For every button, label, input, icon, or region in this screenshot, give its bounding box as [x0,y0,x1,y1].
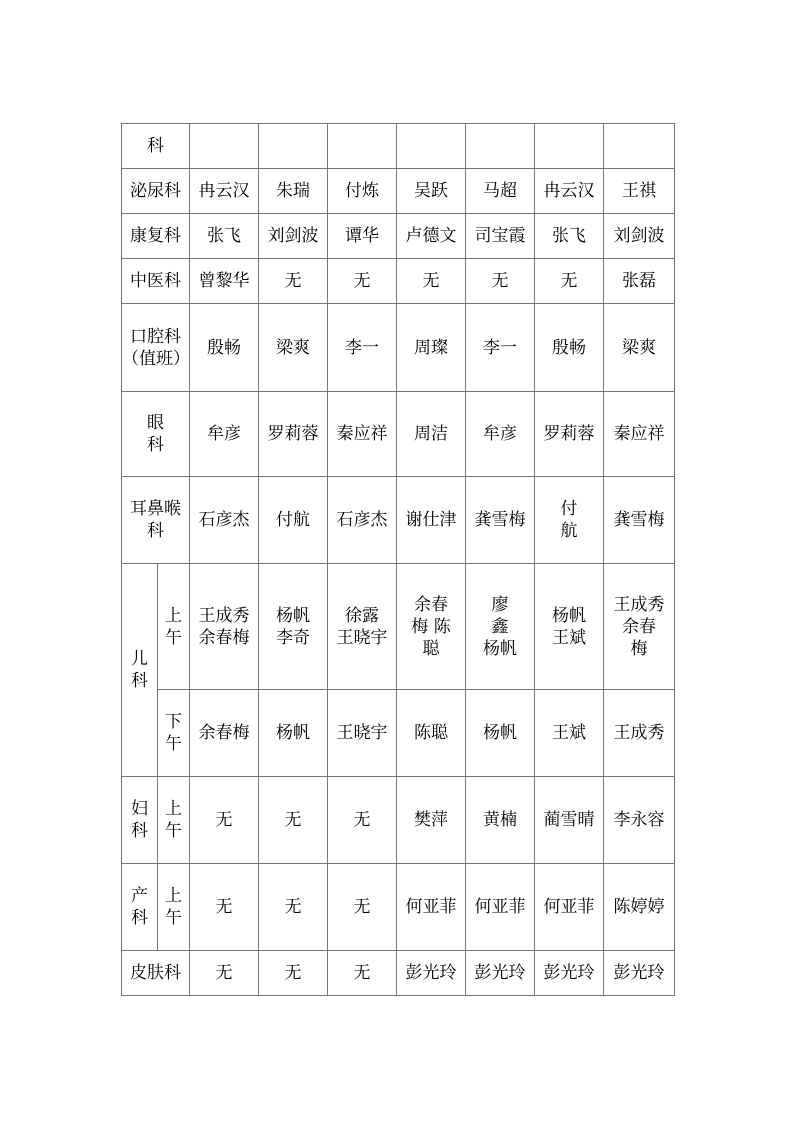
doctor-cell: 无 [259,259,328,304]
doctor-cell [535,124,604,169]
doctor-cell: 无 [466,259,535,304]
doctor-cell: 牟彦 [190,392,259,477]
doctor-cell: 谭华 [328,214,397,259]
table-row [122,169,675,214]
department-cell: 口腔科 （值班） [122,304,190,392]
doctor-cell: 石彦杰 [190,477,259,564]
doctor-cell: 王成秀 余春梅 [190,564,259,690]
doctor-cell: 马超 [466,169,535,214]
table-row [122,951,675,996]
doctor-cell: 谢仕津 [397,477,466,564]
doctor-cell: 秦应祥 [604,392,675,477]
doctor-cell: 无 [328,777,397,864]
doctor-cell: 殷畅 [535,304,604,392]
table-row [122,304,675,392]
doctor-cell: 彭光玲 [535,951,604,996]
doctor-cell: 张飞 [190,214,259,259]
doctor-cell: 无 [259,864,328,951]
doctor-cell: 牟彦 [466,392,535,477]
doctor-cell: 梁爽 [259,304,328,392]
doctor-cell [604,124,675,169]
doctor-cell: 樊萍 [397,777,466,864]
doctor-cell: 卢德文 [397,214,466,259]
department-cell: 儿 科 [122,564,158,777]
session-cell: 上 午 [158,777,190,864]
doctor-cell: 周洁 [397,392,466,477]
doctor-cell: 何亚菲 [466,864,535,951]
doctor-cell: 王晓宇 [328,690,397,777]
doctor-cell: 无 [328,951,397,996]
department-cell: 科 [122,124,190,169]
department-cell: 耳鼻喉 科 [122,477,190,564]
doctor-cell: 付航 [259,477,328,564]
doctor-cell: 龚雪梅 [466,477,535,564]
duty-roster-table [121,123,675,996]
doctor-cell: 梁爽 [604,304,675,392]
department-cell: 眼 科 [122,392,190,477]
doctor-cell: 无 [190,777,259,864]
table-row [122,477,675,564]
doctor-cell: 陈婷婷 [604,864,675,951]
doctor-cell: 石彦杰 [328,477,397,564]
doctor-cell: 廖 鑫 杨帆 [466,564,535,690]
doctor-cell: 张飞 [535,214,604,259]
doctor-cell: 殷畅 [190,304,259,392]
table-row [122,564,675,690]
department-cell: 妇 科 [122,777,158,864]
session-cell: 上 午 [158,864,190,951]
doctor-cell: 黄楠 [466,777,535,864]
doctor-cell: 杨帆 李奇 [259,564,328,690]
doctor-cell: 无 [535,259,604,304]
doctor-cell: 余春梅 [190,690,259,777]
doctor-cell: 杨帆 王斌 [535,564,604,690]
doctor-cell: 无 [328,864,397,951]
doctor-cell: 无 [190,951,259,996]
doctor-cell [259,124,328,169]
doctor-cell: 李永容 [604,777,675,864]
department-cell: 泌尿科 [122,169,190,214]
doctor-cell: 余春 梅 陈 聪 [397,564,466,690]
doctor-cell: 吴跃 [397,169,466,214]
doctor-cell: 李一 [328,304,397,392]
table-row [122,259,675,304]
doctor-cell: 无 [397,259,466,304]
doctor-cell: 彭光玲 [397,951,466,996]
doctor-cell: 何亚菲 [535,864,604,951]
doctor-cell: 朱瑞 [259,169,328,214]
doctor-cell: 杨帆 [259,690,328,777]
doctor-cell: 秦应祥 [328,392,397,477]
doctor-cell: 无 [190,864,259,951]
doctor-cell: 冉云汉 [535,169,604,214]
session-cell: 上 午 [158,564,190,690]
doctor-cell: 无 [328,259,397,304]
doctor-cell: 龚雪梅 [604,477,675,564]
doctor-cell [397,124,466,169]
doctor-cell: 付 航 [535,477,604,564]
doctor-cell: 付炼 [328,169,397,214]
department-cell: 产 科 [122,864,158,951]
doctor-cell: 无 [259,951,328,996]
doctor-cell: 陈聪 [397,690,466,777]
table-row [122,777,675,864]
doctor-cell: 罗莉蓉 [535,392,604,477]
doctor-cell: 曾黎华 [190,259,259,304]
doctor-cell: 冉云汉 [190,169,259,214]
doctor-cell: 王成秀 余春 梅 [604,564,675,690]
doctor-cell: 周璨 [397,304,466,392]
doctor-cell: 彭光玲 [604,951,675,996]
table-row [122,690,675,777]
doctor-cell [328,124,397,169]
doctor-cell: 张磊 [604,259,675,304]
table-row [122,214,675,259]
doctor-cell: 王斌 [535,690,604,777]
doctor-cell [466,124,535,169]
doctor-cell: 徐露 王晓宇 [328,564,397,690]
doctor-cell: 李一 [466,304,535,392]
doctor-cell: 蔺雪晴 [535,777,604,864]
department-cell: 中医科 [122,259,190,304]
department-cell: 康复科 [122,214,190,259]
doctor-cell: 刘剑波 [259,214,328,259]
table-row [122,124,675,169]
doctor-cell: 杨帆 [466,690,535,777]
session-cell: 下 午 [158,690,190,777]
doctor-cell: 司宝霞 [466,214,535,259]
doctor-cell: 王成秀 [604,690,675,777]
doctor-cell: 何亚菲 [397,864,466,951]
doctor-cell: 无 [259,777,328,864]
doctor-cell [190,124,259,169]
department-cell: 皮肤科 [122,951,190,996]
table-row [122,392,675,477]
table-row [122,864,675,951]
doctor-cell: 罗莉蓉 [259,392,328,477]
doctor-cell: 彭光玲 [466,951,535,996]
doctor-cell: 刘剑波 [604,214,675,259]
doctor-cell: 王祺 [604,169,675,214]
